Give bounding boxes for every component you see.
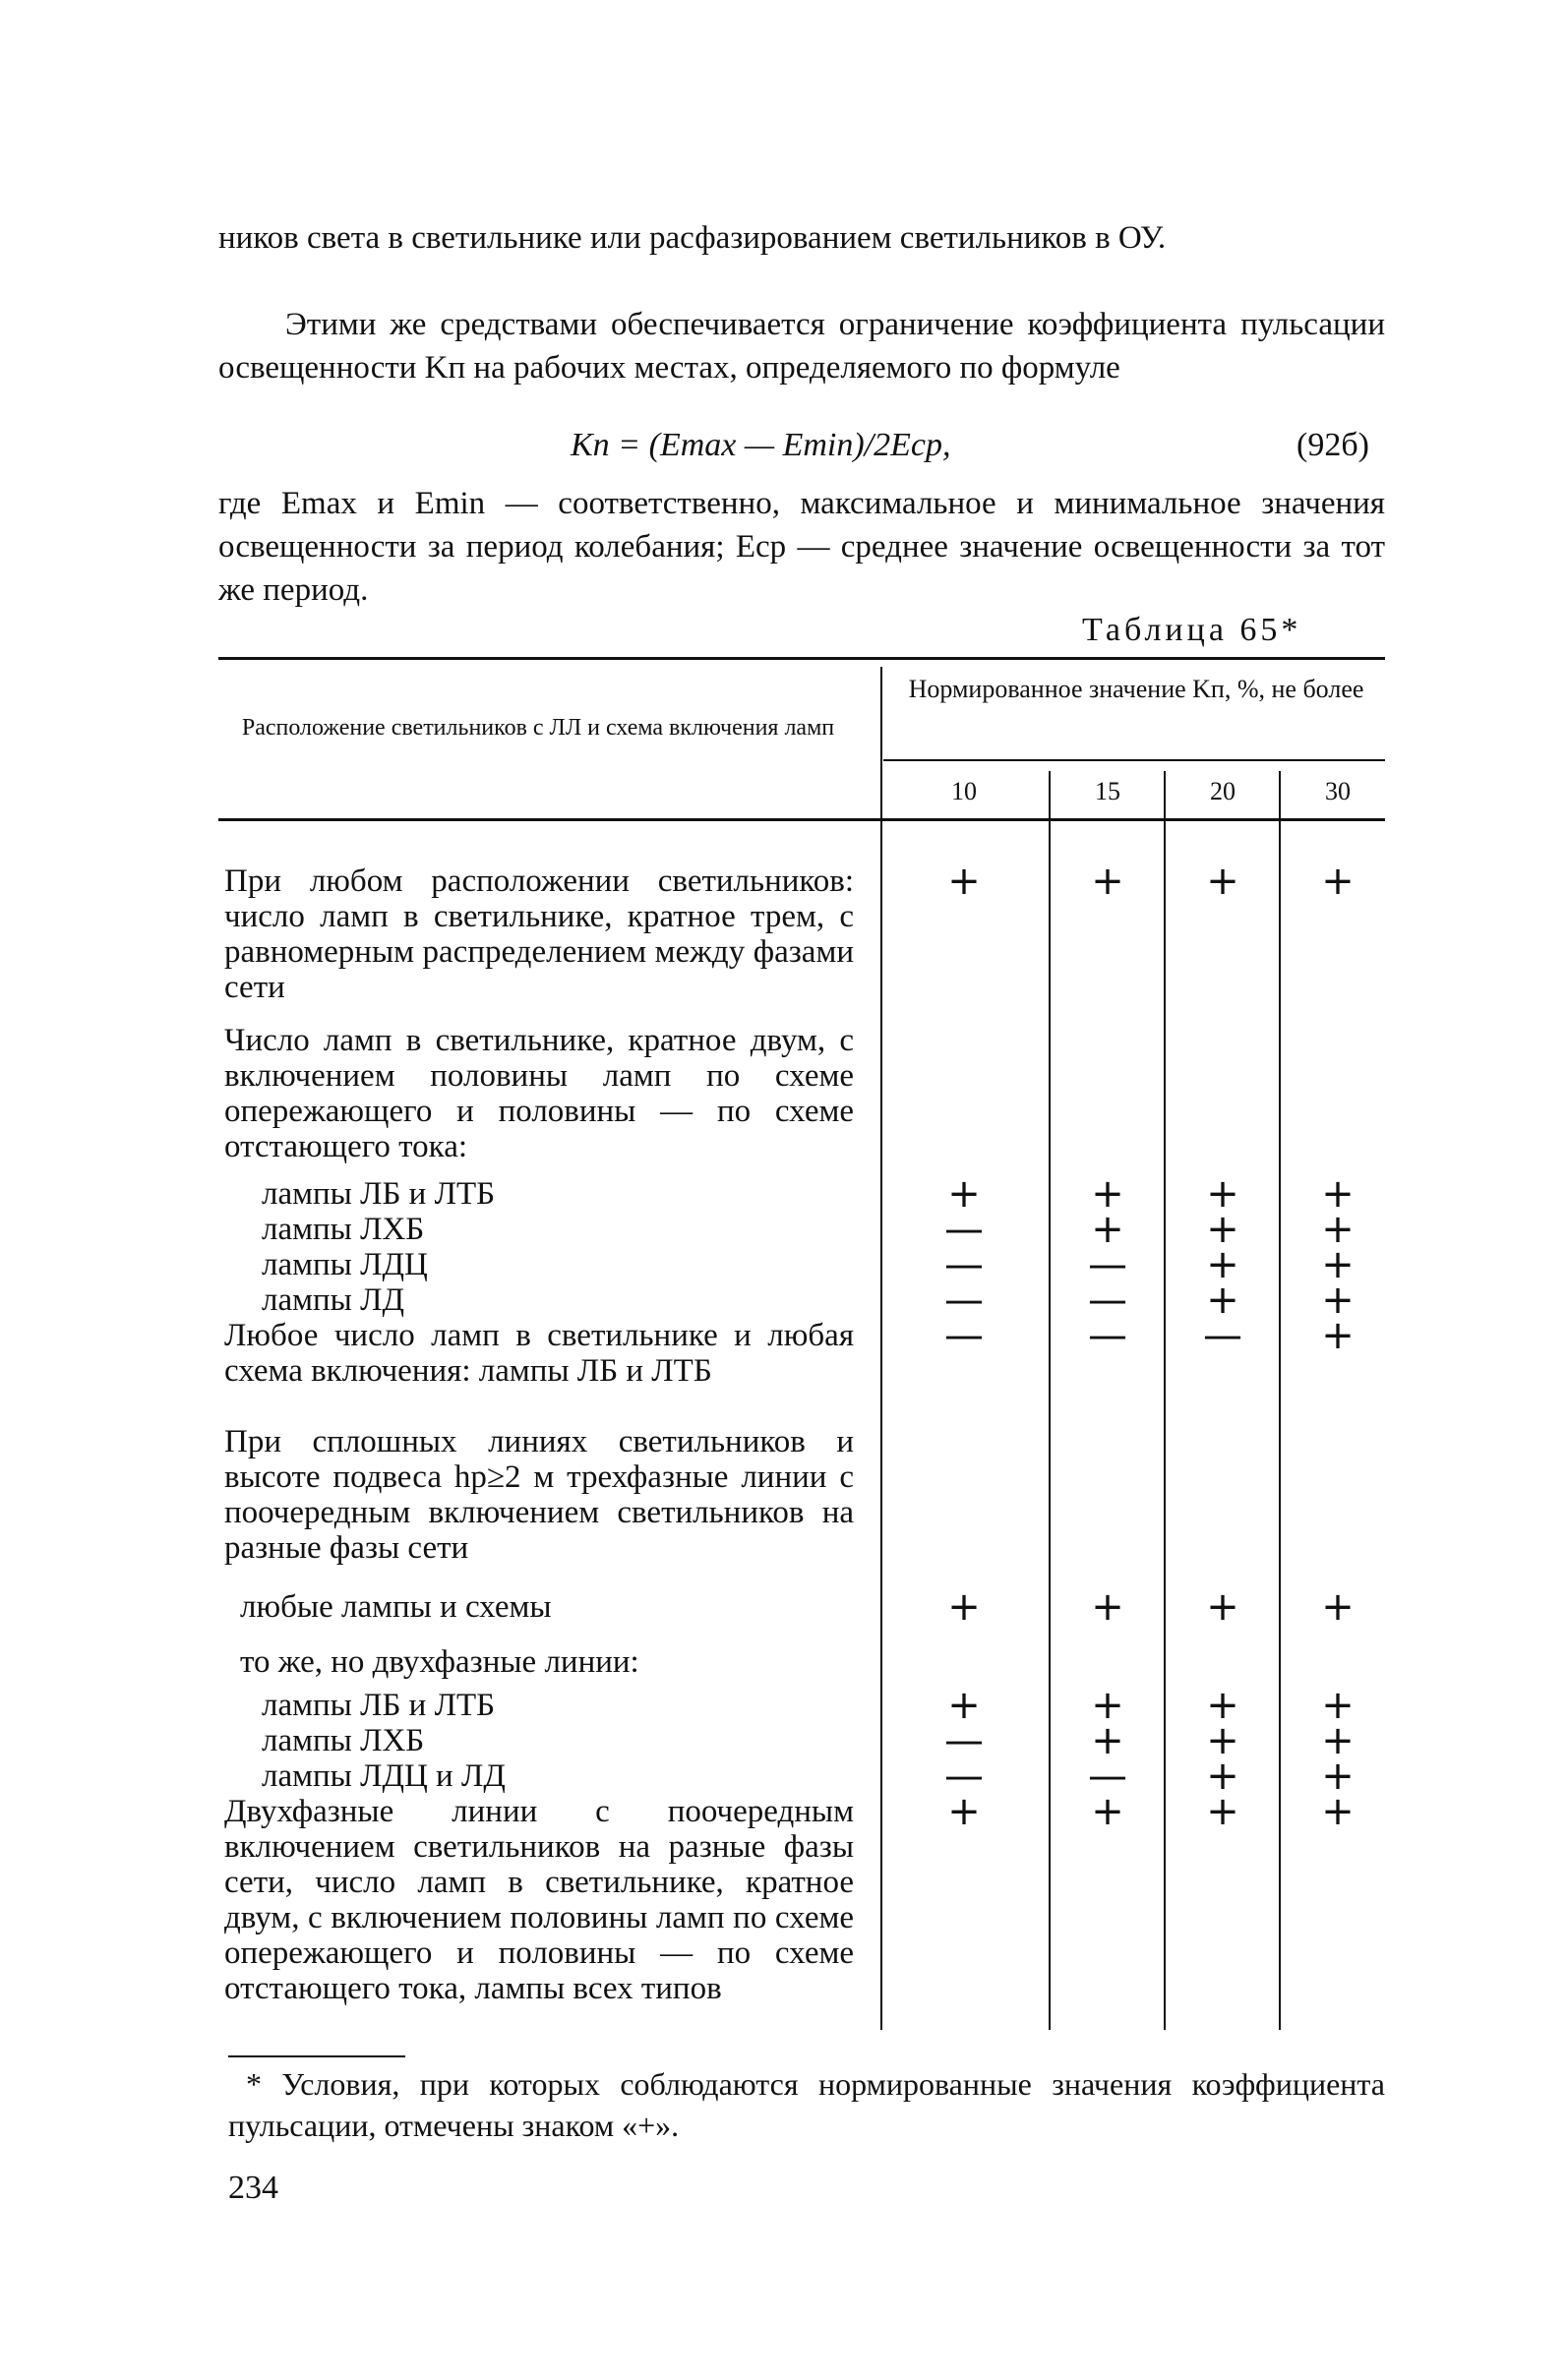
table-mark: + [1206, 1207, 1239, 1252]
table-row-text: лампы ЛДЦ [262, 1247, 428, 1282]
table-mark: + [947, 1584, 981, 1630]
table-divider-col-15 [1049, 771, 1051, 2030]
table-row-text: лампы ЛБ и ЛТБ [262, 1176, 496, 1212]
table-row-text: Двухфазные линии с поочередным включением светильников на разные фазы сети, число ламп в светильнике, кратное двум, с включением половины ламп по схеме опережающего и половины — по схеме отстающего тока, лампы всех типов [224, 1794, 854, 2006]
table-mark: + [1091, 1683, 1124, 1728]
table-mark: + [1091, 1584, 1124, 1630]
formula-number: (92б) [1297, 427, 1369, 463]
table-divider-col-30 [1279, 771, 1281, 2030]
table-divider-main [880, 667, 882, 2030]
table-row-text: лампы ЛБ и ЛТБ [262, 1688, 496, 1723]
table-mark: + [947, 1171, 981, 1217]
formula: Kп = (Emax — Emin)/2Eср, [571, 427, 951, 463]
table-row-text: лампы ЛХБ [262, 1212, 425, 1247]
table-mark: — [944, 1718, 984, 1763]
table-mark: + [1321, 1242, 1355, 1287]
table-header-mid-rule [883, 759, 1385, 761]
column-header-30: 30 [1325, 777, 1351, 805]
table-row-text: лампы ЛДЦ и ЛД [262, 1758, 506, 1794]
paragraph-pulsation: Этими же средствами обеспечивается ограничение коэффициента пульсации освещенности Kп на рабочих местах, определяемого по формуле [218, 307, 1385, 386]
table-mark: — [944, 1278, 984, 1323]
table-mark: + [1321, 1313, 1355, 1358]
table-mark: + [1091, 1718, 1124, 1763]
table-mark: + [1321, 1171, 1355, 1217]
column-header-10: 10 [951, 777, 977, 805]
table-mark: — [1088, 1242, 1127, 1287]
table-header-left: Расположение светильников с ЛЛ и схема включения ламп [241, 715, 835, 741]
table-mark: + [947, 859, 981, 904]
table-caption: Таблица 65* [1082, 612, 1302, 648]
table-mark: + [1321, 1789, 1355, 1834]
table-mark: + [1321, 1278, 1355, 1323]
footnote-rule [228, 2055, 405, 2057]
table-top-rule [218, 657, 1385, 660]
table-row-text: лампы ЛХБ [262, 1723, 425, 1758]
table-mark: — [1203, 1313, 1242, 1358]
table-mark: + [1321, 1207, 1355, 1252]
column-header-20: 20 [1210, 777, 1236, 805]
table-mark: — [1088, 1313, 1127, 1358]
table-divider-col-20 [1164, 771, 1166, 2030]
table-mark: — [944, 1313, 984, 1358]
table-mark: — [1088, 1754, 1127, 1799]
table-header-bottom-rule [218, 818, 1385, 821]
table-row-text: то же, но двухфазные линии: [240, 1644, 639, 1680]
table-mark: + [1206, 1242, 1239, 1287]
table-mark: + [1091, 1171, 1124, 1217]
table-mark: + [1206, 1683, 1239, 1728]
table-mark: — [944, 1242, 984, 1287]
table-mark: + [1206, 1754, 1239, 1799]
paragraph-definitions: где Emax и Emin — соответственно, максимальное и минимальное значения освещенности за период колебания; Eср — среднее значение освещенности за тот же период. [218, 486, 1385, 608]
table-mark: + [1206, 1171, 1239, 1217]
table-mark: + [1091, 1207, 1124, 1252]
table-mark: + [1206, 1278, 1239, 1323]
footnote: * Условия, при которых соблюдаются нормированные значения коэффициента пульсации, отмечены знаком «+». [228, 2066, 1385, 2143]
table-mark: + [1206, 1584, 1239, 1630]
table-mark: + [947, 1789, 981, 1834]
table-mark: + [1091, 859, 1124, 904]
table-mark: — [944, 1207, 984, 1252]
table-mark: + [1206, 1718, 1239, 1763]
table-mark: + [1321, 1584, 1355, 1630]
table-mark: + [1091, 1789, 1124, 1834]
table-row-text: Число ламп в светильнике, кратное двум, с включением половины ламп по схеме опережающего и половины — по схеме отстающего тока: [224, 1023, 854, 1164]
table-row-text: лампы ЛД [262, 1282, 404, 1318]
table-mark: + [947, 1683, 981, 1728]
table-header-right: Нормированное значение Kп, %, не более [908, 675, 1364, 703]
table-mark: — [944, 1754, 984, 1799]
table-mark: + [1206, 859, 1239, 904]
table-mark: + [1321, 1683, 1355, 1728]
table-mark: + [1321, 1718, 1355, 1763]
page-number: 234 [228, 2170, 278, 2206]
table-mark: + [1321, 859, 1355, 904]
table-mark: + [1206, 1789, 1239, 1834]
table-row-text: При сплошных линиях светильников и высоте подвеса hр≥2 м трехфазные линии с поочередным включением светильников на разные фазы сети [224, 1424, 854, 1566]
paragraph-intro: ников света в светильнике или расфазированием светильников в ОУ. [218, 220, 1167, 256]
column-header-15: 15 [1095, 777, 1120, 805]
table-mark: + [1321, 1754, 1355, 1799]
table-row-text: При любом расположении светильников: число ламп в светильнике, кратное трем, с равномерным распределением между фазами сети [224, 863, 854, 1005]
table-mark: — [1088, 1278, 1127, 1323]
table-row-text: любые лампы и схемы [240, 1589, 552, 1625]
table-row-text: Любое число ламп в светильнике и любая схема включения: лампы ЛБ и ЛТБ [224, 1318, 854, 1389]
